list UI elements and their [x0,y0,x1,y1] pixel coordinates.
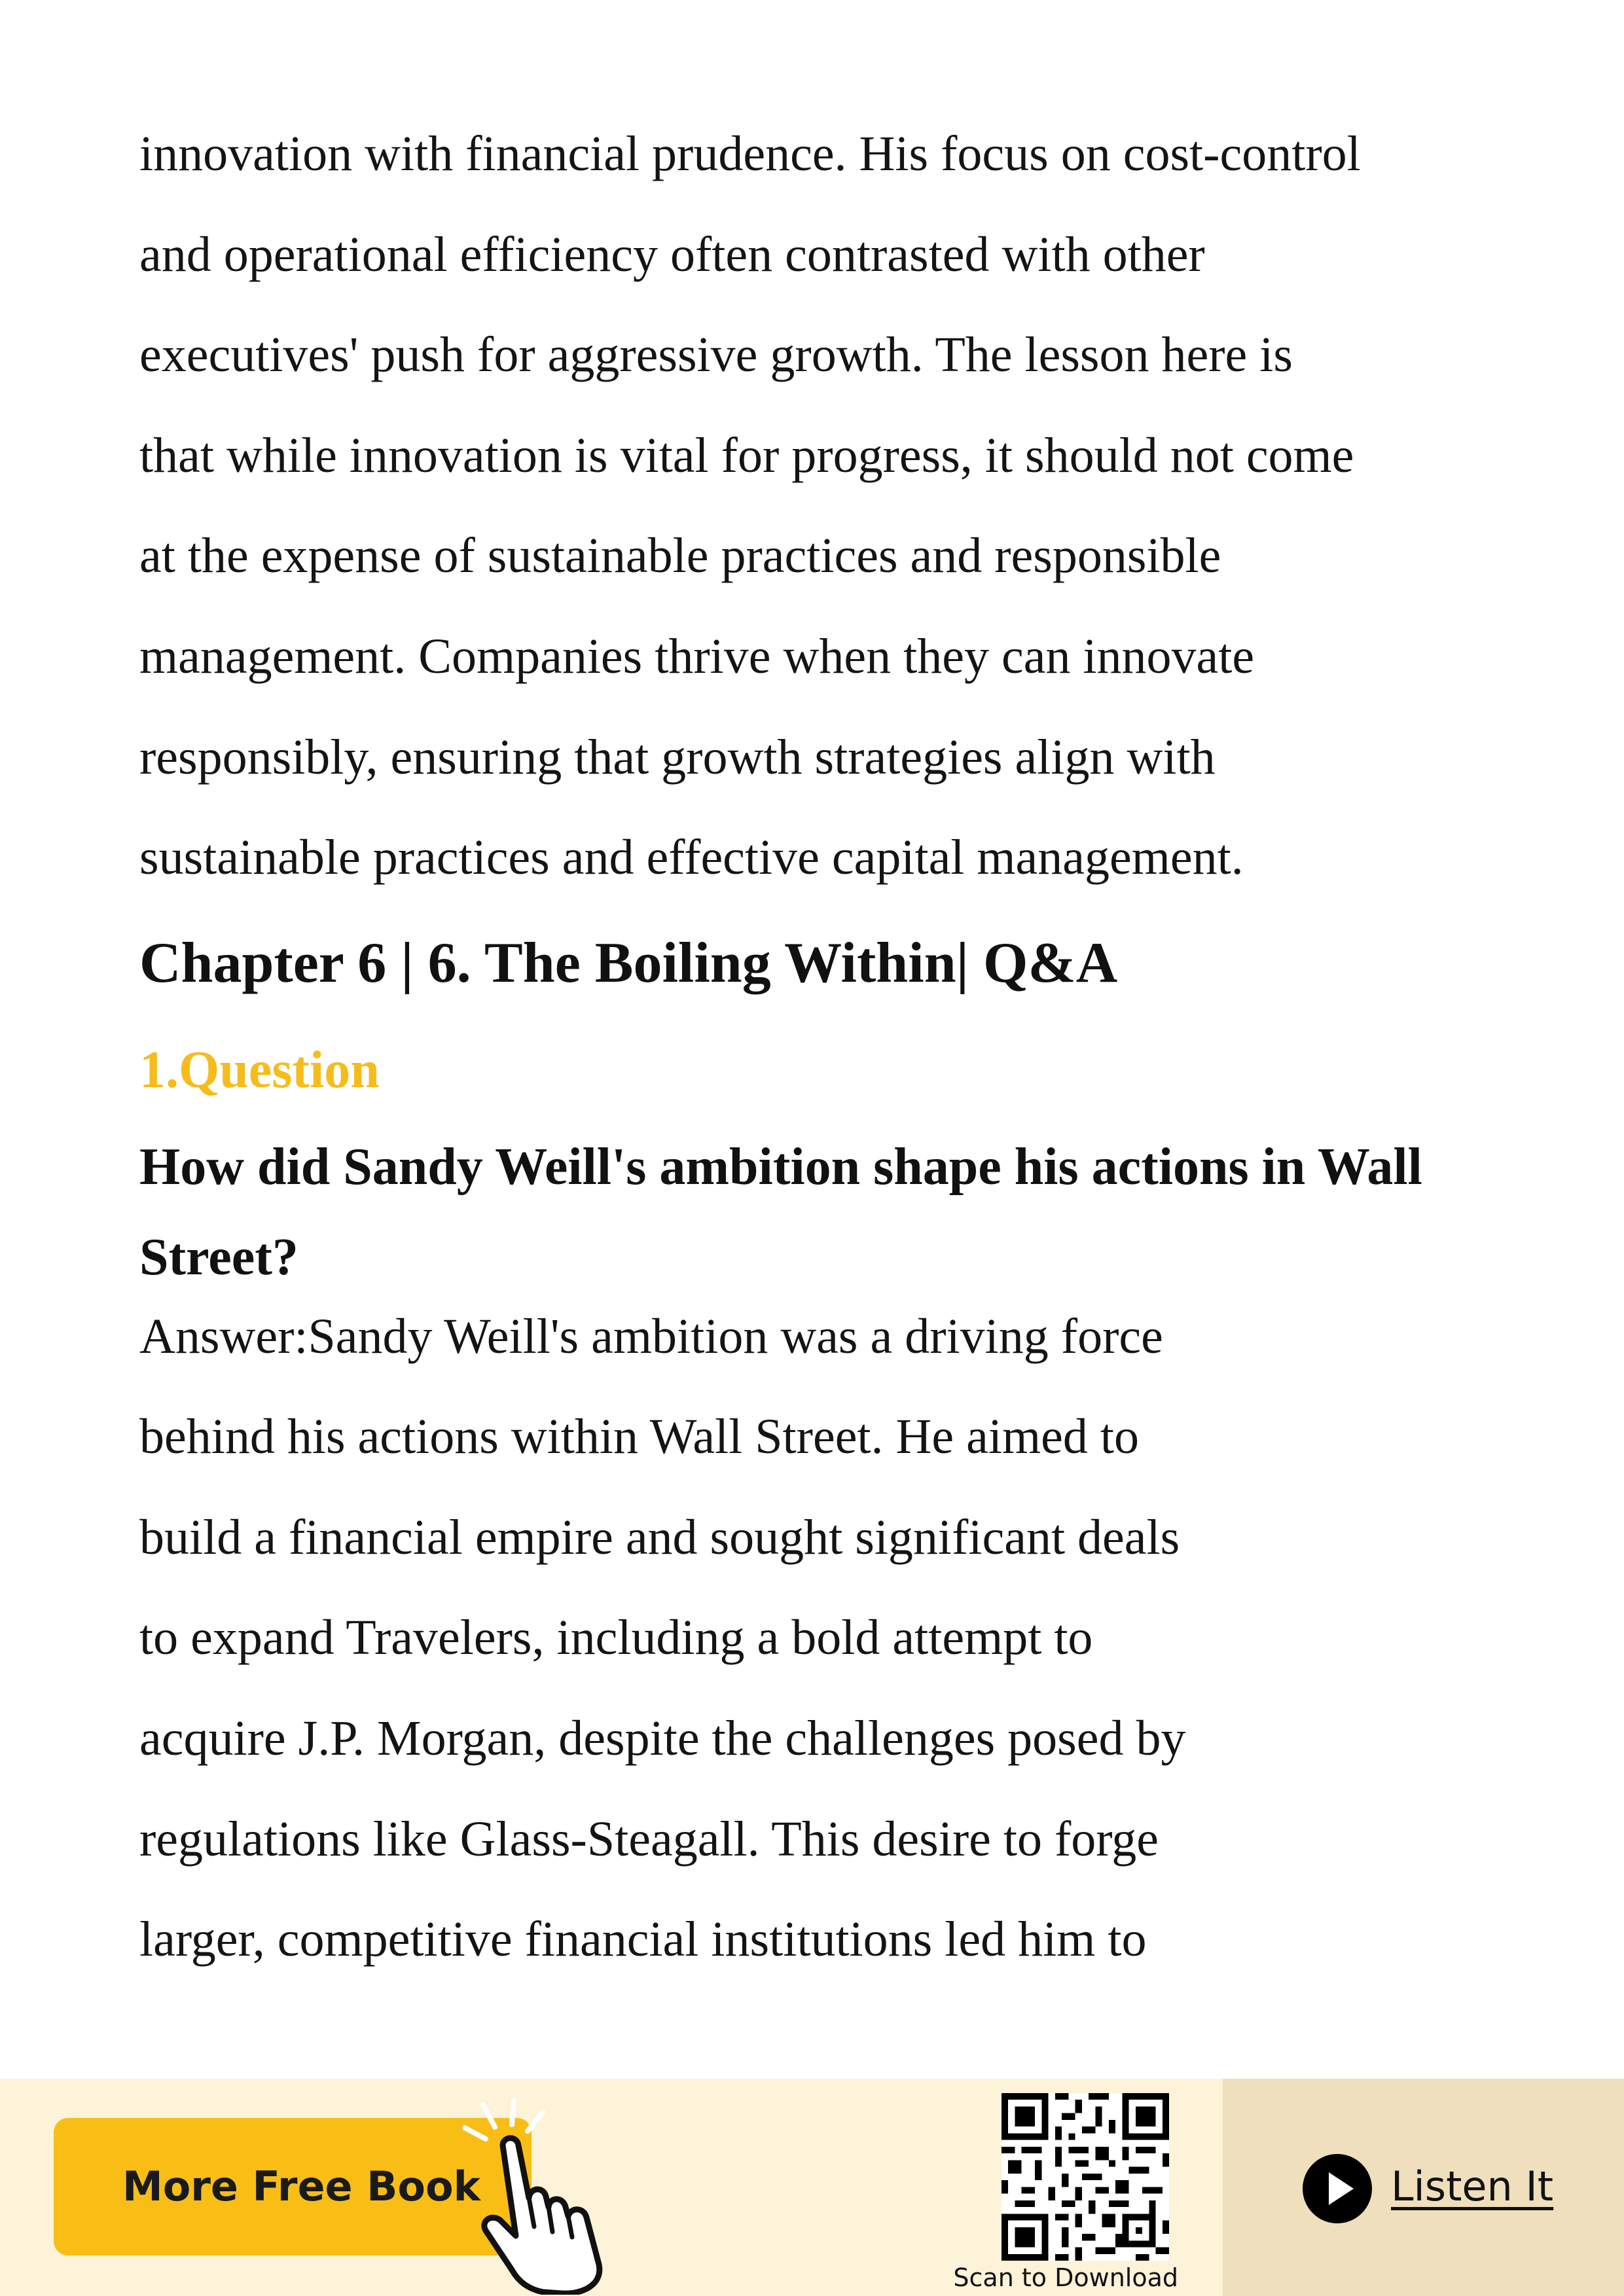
answer-line: to expand Travelers, including a bold attempt to [139,1610,1093,1665]
footer-bar [0,2079,1624,2296]
paragraph-line: that while innovation is vital for progress, it should not come [139,428,1354,483]
paragraph-line: sustainable practices and effective capital management. [139,830,1244,885]
pointing-hand-icon [452,2098,628,2295]
answer-line: acquire J.P. Morgan, despite the challenges posed by [139,1711,1186,1766]
paragraph-line: at the expense of sustainable practices and responsible [139,528,1221,583]
question-label: 1.Question [139,1041,380,1099]
scan-to-download-label: Scan to Download [953,2263,1178,2292]
paragraph-line: responsibly, ensuring that growth strategies align with [139,730,1216,785]
paragraph-line: innovation with financial prudence. His focus on cost-control [139,126,1361,181]
listen-it-button[interactable] [1301,2153,1554,2225]
answer-line: larger, competitive financial institutions led him to [139,1912,1147,1967]
more-free-book-label: More Free Book [122,2162,480,2210]
answer-line: behind his actions within Wall Street. He aimed to [139,1409,1139,1464]
question-text: How did Sandy Weill's ambition shape his actions in Wall [139,1138,1422,1196]
question-text: Street? [139,1229,298,1286]
paragraph-line: and operational efficiency often contrasted with other [139,227,1205,282]
chapter-title: Chapter 6 | 6. The Boiling Within| Q&A [139,931,1118,995]
listen-it-label: Listen It [1391,2162,1554,2210]
play-icon [1301,2153,1373,2225]
answer-line: Answer:Sandy Weill's ambition was a driving force [139,1309,1163,1364]
paragraph-line: management. Companies thrive when they can innovate [139,629,1255,684]
answer-line: build a financial empire and sought significant deals [139,1510,1180,1565]
answer-line: regulations like Glass-Steagall. This desire to forge [139,1812,1159,1867]
paragraph-line: executives' push for aggressive growth. The lesson here is [139,327,1293,382]
qr-code [1001,2093,1169,2261]
